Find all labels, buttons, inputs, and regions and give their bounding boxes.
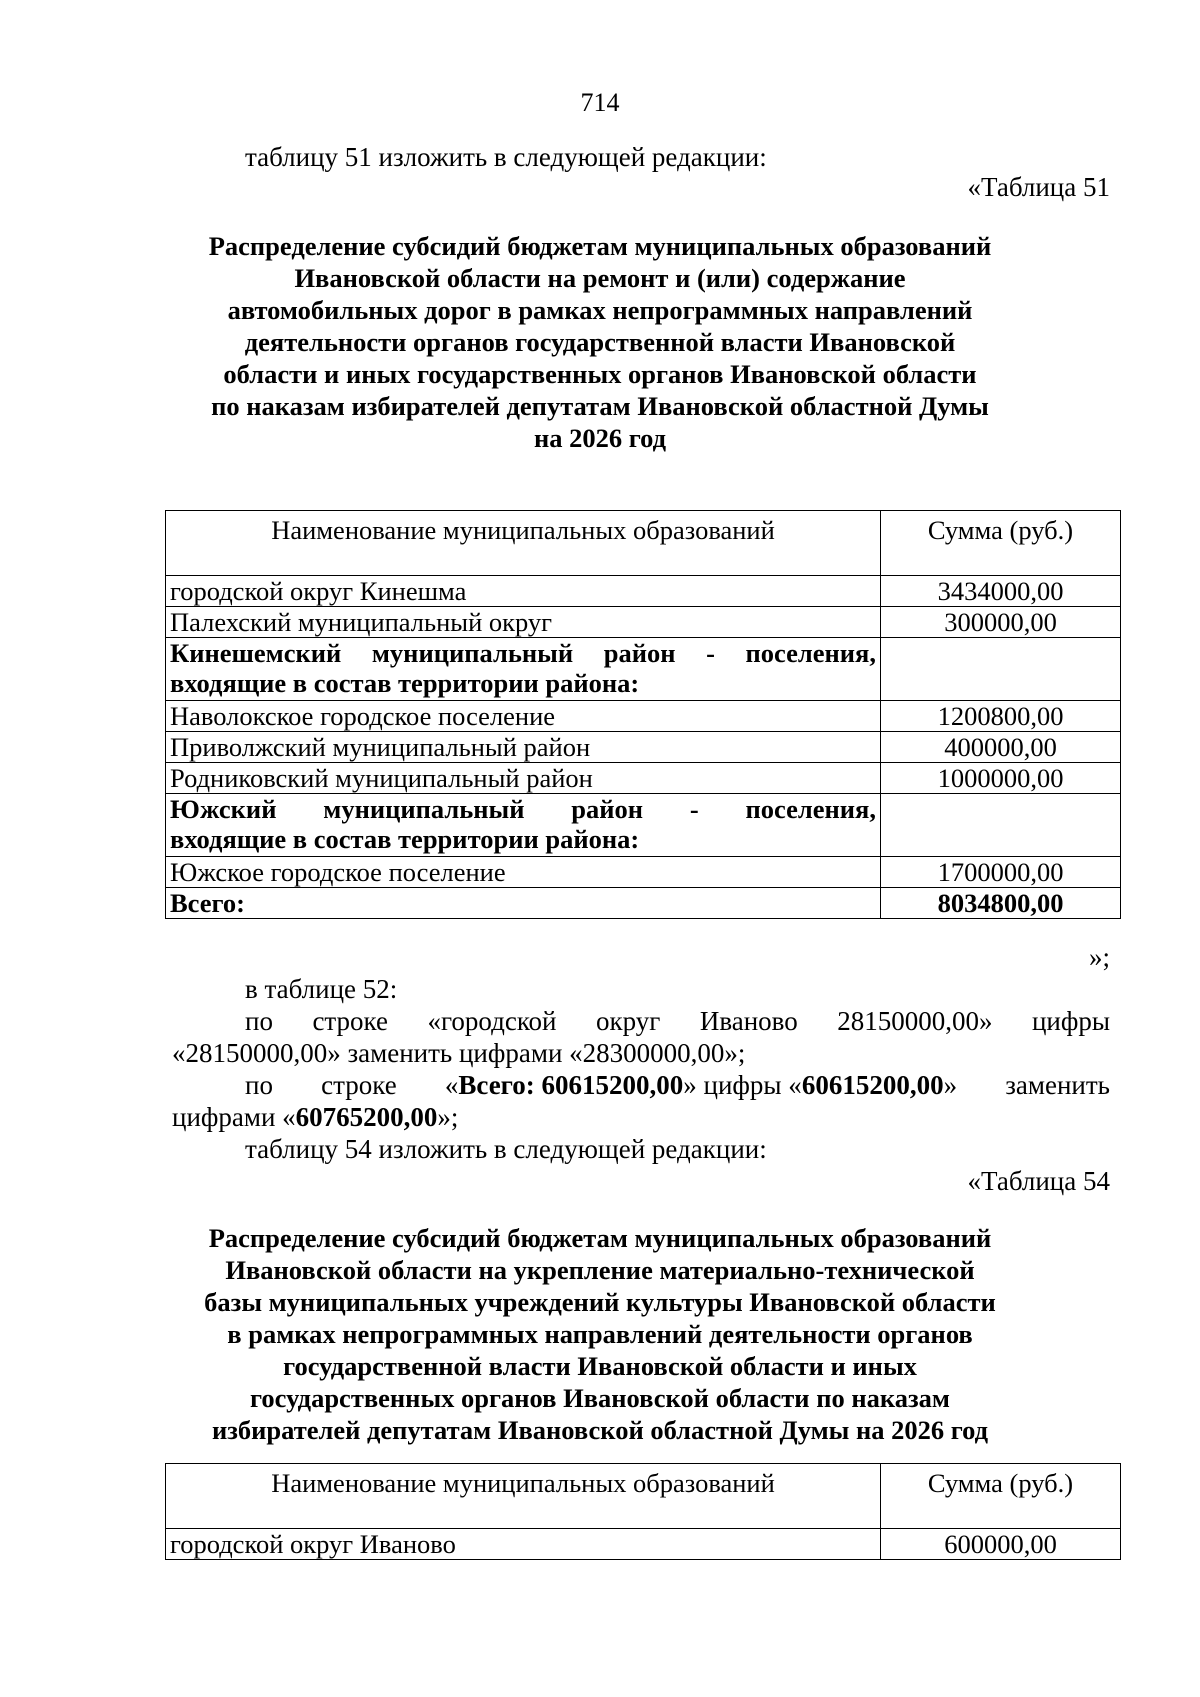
table54 — [165, 1463, 1121, 1560]
group-name — [166, 638, 881, 701]
row-name: Южское городское поселение — [166, 857, 881, 888]
table51-title-line: деятельности органов государственной власти Ивановской — [244, 327, 956, 357]
amendment-word: строке — [321, 1070, 397, 1100]
table54-title-line: базы муниципальных учреждений культуры Ивановской области — [204, 1287, 996, 1317]
group-word: - — [689, 794, 699, 824]
amendment-word: заменить — [1005, 1070, 1110, 1100]
table51-title-line: области и иных государственных органов Ивановской области — [223, 359, 977, 389]
amendment-word: « — [444, 1070, 459, 1100]
table51-caption: «Таблица 51 — [967, 172, 1110, 202]
amendment-bold: 60765200,00 — [295, 1102, 438, 1132]
row-sum: 1700000,00 — [881, 857, 1121, 888]
table-header-row — [166, 511, 1121, 576]
table-row — [166, 732, 1121, 763]
amendment-line-2: «28150000,00» заменить цифрами «28300000,00»; — [172, 1038, 746, 1068]
header-sum: Сумма (руб.) — [881, 1464, 1121, 1529]
row-sum: 1200800,00 — [881, 701, 1121, 732]
table54-title-line: Распределение субсидий бюджетам муниципальных образований — [208, 1223, 992, 1253]
amendment-word: цифры — [1031, 1006, 1110, 1036]
amendment-word: »; — [437, 1102, 459, 1132]
group-sum — [881, 638, 1121, 701]
group-word: поселения, — [745, 794, 876, 824]
total-sum: 8034800,00 — [881, 888, 1121, 919]
group-word: муниципальный — [371, 638, 574, 668]
row-name: городской округ Иваново — [166, 1529, 881, 1560]
amendment-word: по — [245, 1006, 273, 1036]
table54-title-line: избирателей депутатам Ивановской областной Думы на 2026 год — [211, 1415, 989, 1445]
header-sum: Сумма (руб.) — [881, 511, 1121, 576]
table51-title-line: автомобильных дорог в рамках непрограммных направлений — [227, 295, 973, 325]
total-row — [166, 888, 1121, 919]
amendment-word: » цифры « — [683, 1070, 802, 1100]
group-row — [166, 638, 1121, 701]
row-sum: 1000000,00 — [881, 763, 1121, 794]
table-header-row — [166, 1464, 1121, 1529]
row-name: городской округ Кинешма — [166, 576, 881, 607]
header-name: Наименование муниципальных образований — [166, 1464, 881, 1529]
table54-caption: «Таблица 54 — [967, 1166, 1110, 1196]
group-line2: входящие в состав территории района: — [170, 668, 640, 698]
amendment-word: «городской — [427, 1006, 557, 1036]
header-name: Наименование муниципальных образований — [166, 511, 881, 576]
amendment-word: 28150000,00» — [837, 1006, 993, 1036]
amendment-word: строке — [312, 1006, 388, 1036]
table51-title-line: Ивановской области на ремонт и (или) содержание — [294, 263, 906, 293]
amendment-bold: 60615200,00 — [801, 1070, 944, 1100]
table51-title-line: на 2026 год — [533, 423, 667, 453]
row-name: Родниковский муниципальный район — [166, 763, 881, 794]
table51-closing: »; — [1088, 942, 1110, 972]
amendment-bold: Всего: 60615200,00 — [458, 1070, 684, 1100]
group-line2: входящие в состав территории района: — [170, 824, 640, 854]
amendment-word: » — [943, 1070, 958, 1100]
row-sum: 600000,00 — [881, 1529, 1121, 1560]
table54-title-line: государственных органов Ивановской области по наказам — [250, 1383, 950, 1413]
group-word: район — [603, 638, 676, 668]
group-word: Южский — [170, 794, 277, 824]
row-name: Приволжский муниципальный район — [166, 732, 881, 763]
row-sum: 300000,00 — [881, 607, 1121, 638]
table-row — [166, 607, 1121, 638]
group-word: поселения, — [745, 638, 876, 668]
amendment-line-4 — [172, 1100, 458, 1134]
table-row — [166, 1529, 1121, 1560]
group-row — [166, 794, 1121, 857]
table-row — [166, 857, 1121, 888]
table54-title — [120, 1222, 1080, 1446]
amendment-word: по — [245, 1070, 273, 1100]
group-sum — [881, 794, 1121, 857]
group-name — [166, 794, 881, 857]
table51-intro: таблицу 51 изложить в следующей редакции: — [245, 142, 767, 172]
row-sum: 3434000,00 — [881, 576, 1121, 607]
table-row — [166, 576, 1121, 607]
table54-title-line: в рамках непрограммных направлений деятельности органов — [227, 1319, 973, 1349]
row-sum: 400000,00 — [881, 732, 1121, 763]
table-row — [166, 763, 1121, 794]
group-word: район — [571, 794, 644, 824]
amendment-line-3 — [245, 1068, 1110, 1102]
table54-title-line: государственной власти Ивановской области и иных — [283, 1351, 917, 1381]
amendment-line-1 — [245, 1004, 1110, 1038]
table54-intro: таблицу 54 изложить в следующей редакции: — [245, 1134, 767, 1164]
table51 — [165, 510, 1121, 919]
amendment-word: Иваново — [699, 1006, 798, 1036]
table51-title-line: по наказам избирателей депутатам Ивановской областной Думы — [211, 391, 989, 421]
row-name: Палехский муниципальный округ — [166, 607, 881, 638]
table51-title — [120, 230, 1080, 454]
group-word: Кинешемский — [170, 638, 342, 668]
group-word: муниципальный — [323, 794, 525, 824]
amendment-phrase — [445, 1068, 957, 1102]
table-row — [166, 701, 1121, 732]
amendment-word: округ — [596, 1006, 661, 1036]
row-name: Наволокское городское поселение — [166, 701, 881, 732]
table52-intro: в таблице 52: — [245, 974, 398, 1004]
amendment-word: цифрами « — [172, 1102, 296, 1132]
page-number: 714 — [580, 88, 620, 117]
table51-title-line: Распределение субсидий бюджетам муниципальных образований — [208, 231, 992, 261]
total-label: Всего: — [166, 888, 881, 919]
group-word: - — [706, 638, 715, 668]
table54-title-line: Ивановской области на укрепление материально-технической — [225, 1255, 975, 1285]
